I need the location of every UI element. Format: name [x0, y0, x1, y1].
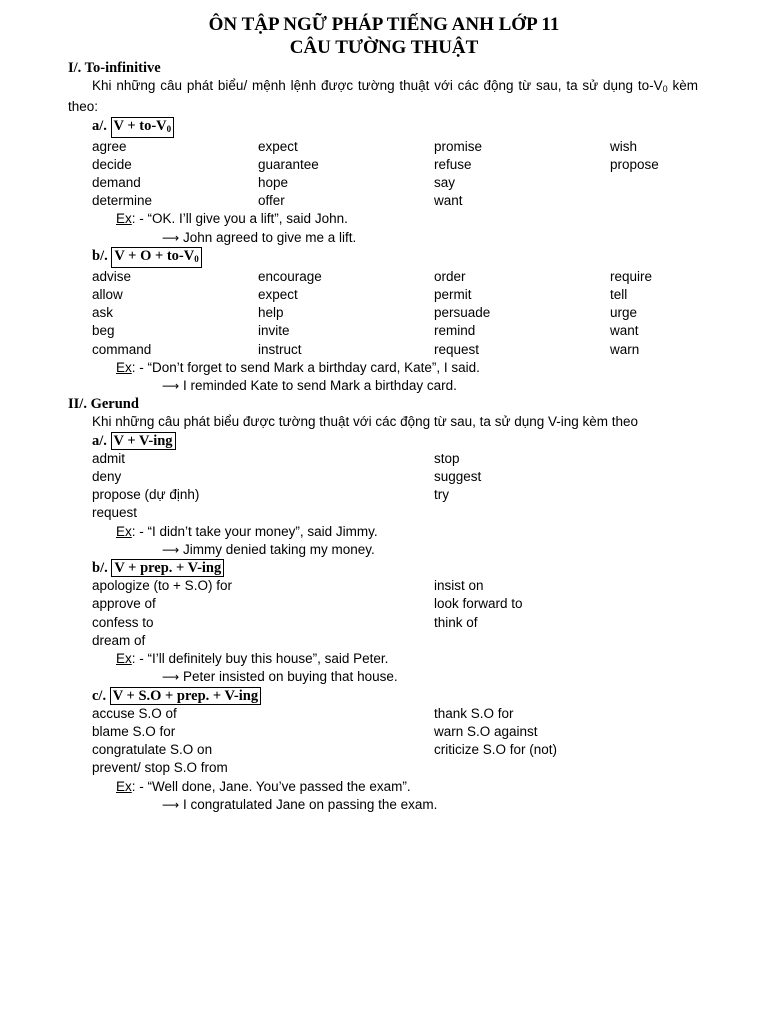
verb-cell: guarantee	[258, 156, 319, 172]
title-block	[0, 13, 768, 59]
verb-list-table	[68, 268, 698, 359]
subsection-heading-b: b/. $V + O + to-V_0$	[68, 247, 698, 268]
subsection-heading-a: a/. $V + to-V_0$	[68, 117, 698, 138]
verb-cell	[610, 174, 722, 192]
verb-cell: allow	[92, 287, 123, 303]
verb-cell: accuse S.O of	[92, 705, 177, 721]
section-intro-gerund: Khi những câu phát biểu được tường thuật với các động từ sau, ta sử dụng V-ing kèm theo	[92, 414, 639, 430]
verb-cell: think of	[434, 614, 478, 630]
document-title: ÔN TẬP NGỮ PHÁP TIẾNG ANH LỚP 11	[208, 14, 560, 35]
verb-cell: urge	[610, 305, 638, 321]
verb-cell: thank S.O for	[434, 705, 514, 721]
verb-cell: warn S.O against	[434, 723, 538, 739]
verb-list-table	[68, 577, 698, 650]
verb-list-table	[68, 450, 698, 523]
verb-cell: request	[434, 341, 480, 357]
example-sentence: Ex: - “I’ll definitely buy this house”, said Peter.	[116, 651, 389, 667]
verb-cell: suggest	[434, 469, 482, 485]
verb-cell	[434, 759, 722, 777]
verb-cell: deny	[92, 469, 122, 485]
verb-cell: instruct	[258, 341, 302, 357]
verb-cell: beg	[92, 323, 115, 339]
verb-cell: congratulate S.O on	[92, 742, 213, 758]
verb-cell: require	[610, 268, 653, 284]
verb-cell: criticize S.O for (not)	[434, 742, 558, 758]
verb-cell: decide	[92, 156, 132, 172]
verb-cell: hope	[258, 175, 289, 191]
arrow-right-icon: ⟶	[162, 230, 180, 245]
section-heading-to-infinitive: I/. To-infinitive	[68, 60, 161, 76]
example-sentence: Ex: - “I didn’t take your money”, said Jimmy.	[116, 523, 378, 539]
verb-cell: expect	[258, 138, 298, 154]
arrow-right-icon: ⟶	[162, 797, 180, 812]
verb-cell: offer	[258, 193, 285, 209]
verb-cell: say	[434, 175, 456, 191]
arrow-right-icon: ⟶	[162, 379, 180, 394]
verb-cell: dream of	[92, 632, 146, 648]
verb-cell: approve of	[92, 596, 156, 612]
document-subtitle: CÂU TƯỜNG THUẬT	[289, 37, 479, 58]
subsection-heading-a: a/. V + V-ing	[68, 432, 698, 450]
pattern-box: $V + to-V_0$	[111, 117, 175, 138]
example-sentence: Ex: - “Don’t forget to send Mark a birthday card, Kate”, I said.	[116, 359, 480, 375]
verb-cell: stop	[434, 450, 460, 466]
pattern-box: $V + O + to-V_0$	[111, 247, 201, 268]
verb-cell: ask	[92, 305, 114, 321]
example-sentence: Ex: - “OK. I’ll give you a lift”, said John.	[116, 211, 348, 227]
verb-list-table	[68, 138, 698, 211]
verb-cell: persuade	[434, 305, 491, 321]
example-answer: ⟶ Peter insisted on buying that house.	[162, 669, 398, 685]
verb-cell: promise	[434, 138, 483, 154]
pattern-box: V + S.O + prep. + V-ing	[110, 687, 261, 705]
verb-cell: wish	[610, 138, 638, 154]
verb-cell: refuse	[434, 156, 472, 172]
verb-cell: permit	[434, 287, 472, 303]
verb-cell: want	[610, 323, 639, 339]
pattern-box: V + V-ing	[111, 432, 176, 450]
verb-cell: invite	[258, 323, 290, 339]
verb-cell: help	[258, 305, 284, 321]
subsection-heading-c: c/. V + S.O + prep. + V-ing	[68, 687, 698, 705]
verb-cell: advise	[92, 268, 132, 284]
verb-cell: command	[92, 341, 152, 357]
verb-cell: encourage	[258, 268, 322, 284]
verb-cell: request	[92, 505, 138, 521]
verb-cell: expect	[258, 287, 298, 303]
example-answer: ⟶ I reminded Kate to send Mark a birthday card.	[162, 378, 457, 394]
verb-list-table	[68, 705, 698, 778]
verb-cell: order	[434, 268, 466, 284]
verb-cell: remind	[434, 323, 476, 339]
arrow-right-icon: ⟶	[162, 670, 180, 685]
verb-cell: confess to	[92, 614, 154, 630]
verb-cell: determine	[92, 193, 153, 209]
pattern-box: V + prep. + V-ing	[111, 559, 224, 577]
document-body	[68, 59, 698, 814]
verb-cell	[610, 192, 722, 210]
verb-cell: insist on	[434, 578, 484, 594]
arrow-right-icon: ⟶	[162, 542, 180, 557]
verb-cell: try	[434, 487, 449, 503]
subsection-heading-b: b/. V + prep. + V-ing	[68, 559, 698, 577]
verb-cell: apologize (to + S.O) for	[92, 578, 232, 594]
verb-cell: blame S.O for	[92, 723, 176, 739]
verb-cell: demand	[92, 175, 141, 191]
verb-cell: propose	[610, 156, 659, 172]
example-answer: ⟶ I congratulated Jane on passing the exam.	[162, 796, 438, 812]
verb-cell: look forward to	[434, 596, 523, 612]
verb-cell	[434, 504, 722, 522]
verb-cell: tell	[610, 287, 628, 303]
verb-cell: agree	[92, 138, 127, 154]
verb-cell: warn	[610, 341, 640, 357]
verb-cell: propose (dự định)	[92, 487, 200, 503]
verb-cell	[434, 632, 722, 650]
verb-cell: admit	[92, 450, 126, 466]
section-heading-gerund: II/. Gerund	[68, 396, 139, 413]
section-intro-to-infinitive: Khi những câu phát biểu/ mệnh lệnh được tường thuật với các động từ sau, ta sử dụng $to-V_0$ kèm theo:	[68, 78, 698, 115]
example-answer: ⟶ John agreed to give me a lift.	[162, 229, 357, 245]
verb-cell: want	[434, 193, 463, 209]
example-answer: ⟶ Jimmy denied taking my money.	[162, 541, 375, 557]
verb-cell: prevent/ stop S.O from	[92, 760, 228, 776]
example-sentence: Ex: - “Well done, Jane. You’ve passed the exam”.	[116, 778, 411, 794]
